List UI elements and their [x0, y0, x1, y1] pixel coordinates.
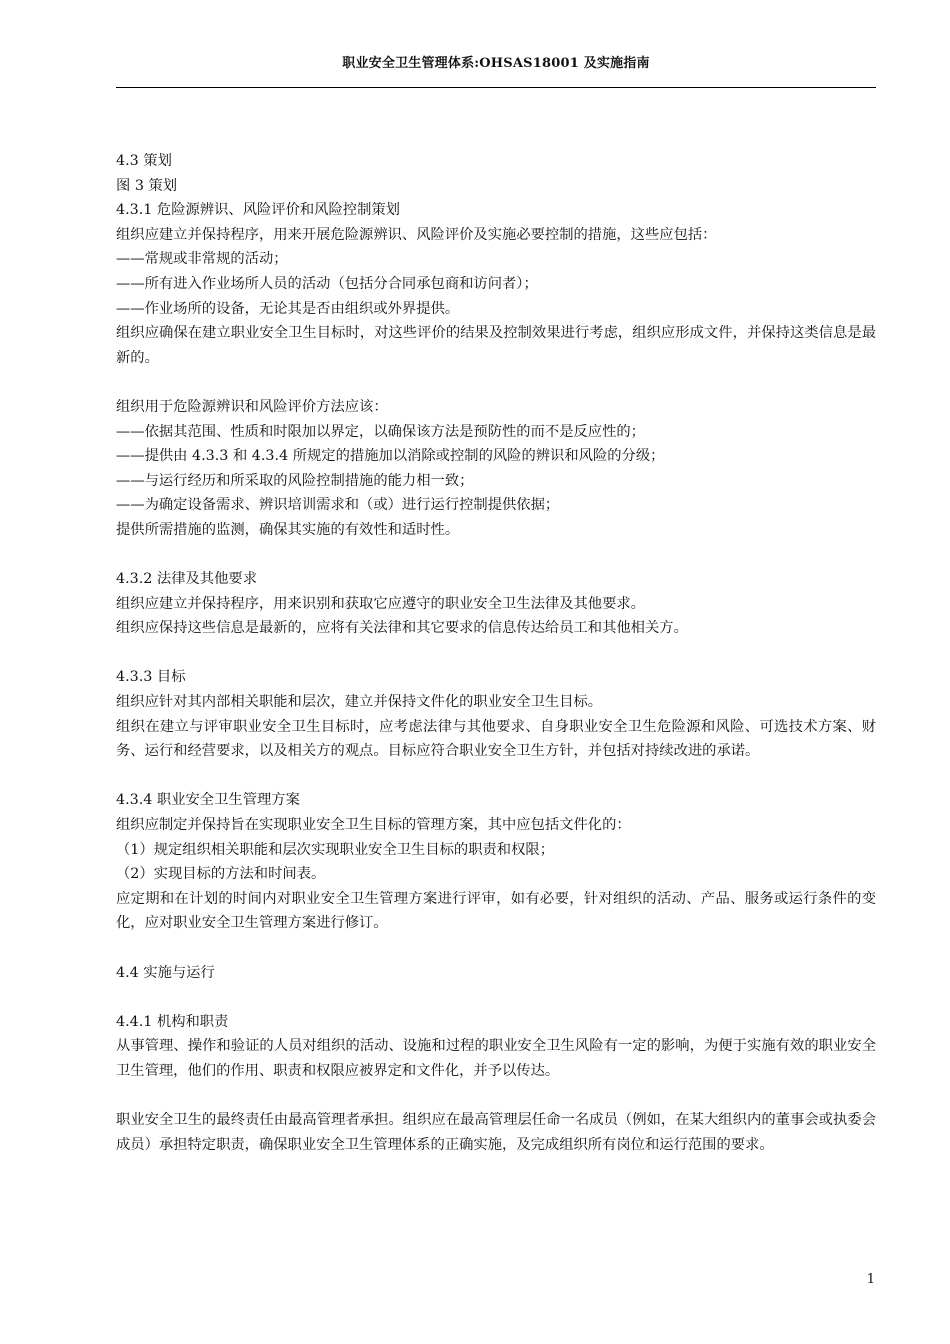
paragraph: 组织用于危险源辨识和风险评价方法应该：: [116, 398, 388, 415]
section-heading-4-3-1: 4.3.1 危险源辨识、风险评价和风险控制策划: [116, 202, 400, 219]
figure-caption: 图 3 策划: [116, 177, 178, 194]
section-heading-4-4-1: 4.4.1 机构和职责: [116, 1013, 229, 1030]
spacer: [116, 764, 876, 789]
list-item: ——常规或非常规的活动；: [116, 251, 288, 268]
section-heading-4-3: 4.3 策划: [116, 153, 172, 169]
list-item: ——提供由 4.3.3 和 4.3.4 所规定的措施加以消除或控制的风险的辨识和风险的分级；: [116, 448, 665, 465]
paragraph: 组织应建立并保持程序，用来开展危险源辨识、风险评价及实施必要控制的措施，这些应包括：: [116, 226, 717, 243]
header-divider: [116, 87, 876, 88]
spacer: [116, 1084, 876, 1109]
spacer: [116, 370, 876, 395]
paragraph: 职业安全卫生的最终责任由最高管理者承担。组织应在最高管理层任命一名成员（例如，在某大组织内的董事会或执委会成员）承担特定职责，确保职业安全卫生管理体系的正确实施，及完成组织所有岗位和运行范围的要求。: [116, 1112, 876, 1153]
paragraph: 组织应建立并保持程序，用来识别和获取它应遵守的职业安全卫生法律及其他要求。: [116, 595, 645, 612]
paragraph: 组织应制定并保持旨在实现职业安全卫生目标的管理方案，其中应包括文件化的：: [116, 817, 631, 834]
section-heading-4-4: 4.4 实施与运行: [116, 964, 215, 981]
paragraph: 应定期和在计划的时间内对职业安全卫生管理方案进行评审，如有必要，针对组织的活动、产品、服务或运行条件的变化，应对职业安全卫生管理方案进行修订。: [116, 890, 876, 932]
spacer: [116, 641, 876, 666]
document-body: [116, 149, 876, 1157]
page-header-title: 职业安全卫生管理体系:OHSAS18001 及实施指南: [342, 56, 650, 71]
section-heading-4-3-3: 4.3.3 目标: [116, 669, 186, 686]
paragraph: 提供所需措施的监测，确保其实施的有效性和适时性。: [116, 521, 460, 538]
spacer: [116, 543, 876, 568]
spacer: [116, 936, 876, 961]
section-heading-4-3-2: 4.3.2 法律及其他要求: [116, 571, 257, 588]
page-number: 1: [866, 1272, 875, 1287]
list-item: ——与运行经历和所采取的风险控制措施的能力相一致；: [116, 472, 474, 489]
paragraph: 组织应保持这些信息是最新的，应将有关法律和其它要求的信息传达给员工和其他相关方。: [116, 620, 688, 637]
paragraph: 从事管理、操作和验证的人员对组织的活动、设施和过程的职业安全卫生风险有一定的影响，为便于实施有效的职业安全卫生管理，他们的作用、职责和权限应被界定和文件化，并予以传达。: [116, 1038, 876, 1079]
list-item: （1）规定组织相关职能和层次实现职业安全卫生目标的职责和权限；: [116, 841, 554, 858]
list-item: ——依据其范围、性质和时限加以界定，以确保该方法是预防性的而不是反应性的；: [116, 423, 645, 440]
section-heading-4-3-4: 4.3.4 职业安全卫生管理方案: [116, 792, 300, 809]
paragraph: 组织应针对其内部相关职能和层次，建立并保持文件化的职业安全卫生目标。: [116, 694, 603, 711]
list-item: ——作业场所的设备，无论其是否由组织或外界提供。: [116, 300, 460, 317]
list-item: （2）实现目标的方法和时间表。: [116, 866, 326, 883]
spacer: [116, 985, 876, 1010]
paragraph: 组织应确保在建立职业安全卫生目标时，对这些评价的结果及控制效果进行考虑，组织应形成文件，并保持这类信息是最新的。: [116, 325, 876, 366]
list-item: ——为确定设备需求、辨识培训需求和（或）进行运行控制提供依据；: [116, 497, 560, 514]
paragraph: 组织在建立与评审职业安全卫生目标时，应考虑法律与其他要求、自身职业安全卫生危险源和风险、可选技术方案、财务、运行和经营要求，以及相关方的观点。目标应符合职业安全卫生方针，并包括对持续改进的承诺。: [116, 718, 876, 760]
list-item: ——所有进入作业场所人员的活动（包括分合同承包商和访问者）；: [116, 275, 538, 292]
